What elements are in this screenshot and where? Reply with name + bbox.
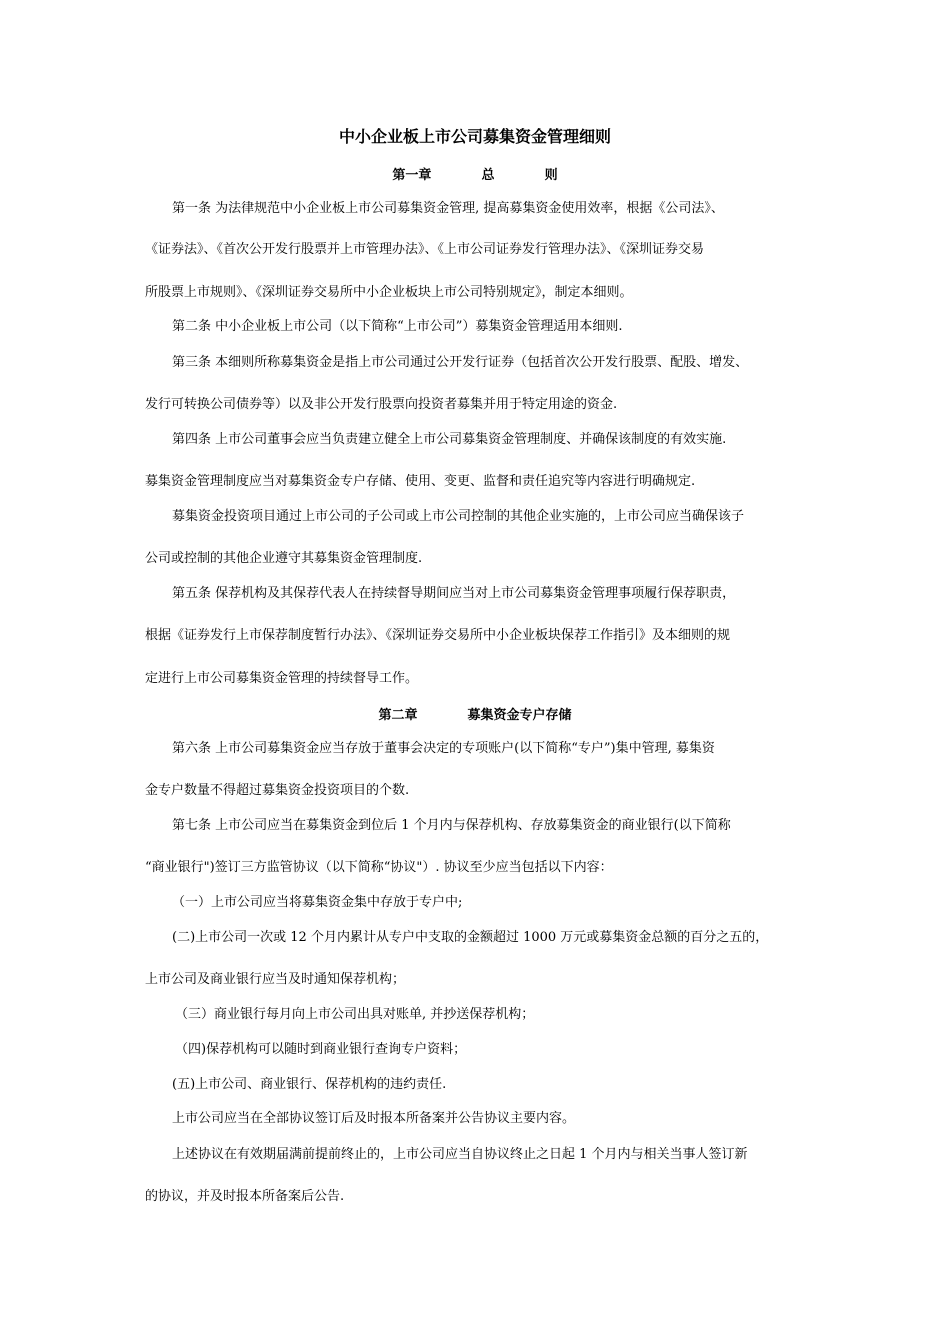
article-5-line-1: 第五条 保荐机构及其保荐代表人在持续督导期间应当对上市公司募集资金管理事项履行保荐职责， <box>172 586 736 601</box>
article-5-line-2: 根据《证券发行上市保荐制度暂行办法》、《深圳证券交易所中小企业板块保荐工作指引》及本细则的规 <box>145 628 731 643</box>
article-6-line-2: 金专户数量不得超过募集资金投资项目的个数. <box>145 783 410 798</box>
clause-3: （三）商业银行每月向上市公司出具对账单, 并抄送保荐机构； <box>175 1007 535 1022</box>
article-4-line-2: 募集资金管理制度应当对募集资金专户存储、使用、变更、监督和责任追究等内容进行明确规定. <box>145 474 696 489</box>
clause-1: （一）上市公司应当将募集资金集中存放于专户中; <box>172 895 463 910</box>
article-1-line-1: 第一条 为法律规范中小企业板上市公司募集资金管理, 提高募集资金使用效率，根据《公司法》、 <box>172 201 724 216</box>
article-1-line-3: 所股票上市规则》、《深圳证券交易所中小企业板块上市公司特别规定》，制定本细则。 <box>145 285 633 300</box>
article-4-line-4: 公司或控制的其他企业遵守其募集资金管理制度. <box>145 551 423 566</box>
article-3-line-2: 发行可转换公司债券等）以及非公开发行股票向投资者募集并用于特定用途的资金. <box>145 397 618 412</box>
article-6-line-1: 第六条 上市公司募集资金应当存放于董事会决定的专项账户(以下简称“专户”)集中管理, 募集资 <box>172 741 715 756</box>
filing-paragraph: 上市公司应当在全部协议签订后及时报本所备案并公告协议主要内容。 <box>172 1111 576 1126</box>
article-5-line-3: 定进行上市公司募集资金管理的持续督导工作。 <box>145 671 419 686</box>
article-3-line-1: 第三条 本细则所称募集资金是指上市公司通过公开发行证券（包括首次公开发行股票、配股、增发、 <box>172 355 749 370</box>
document-title: 中小企业板上市公司募集资金管理细则 <box>338 127 611 146</box>
article-4-line-1: 第四条 上市公司董事会应当负责建立健全上市公司募集资金管理制度、并确保该制度的有效实施. <box>172 432 727 447</box>
clause-5: (五)上市公司、商业银行、保荐机构的违约责任. <box>172 1077 447 1092</box>
article-2-line-1: 第二条 中小企业板上市公司（以下简称“上市公司”）募集资金管理适用本细则. <box>172 319 623 334</box>
article-7-line-2: “商业银行")签订三方监管协议（以下简称“协议"）. 协议至少应当包括以下内容： <box>145 860 613 875</box>
article-1-line-2: 《证券法》、《首次公开发行股票并上市管理办法》、《上市公司证券发行管理办法》、《深圳证券交易 <box>145 242 705 257</box>
clause-2-line-2: 上市公司及商业银行应当及时通知保荐机构； <box>145 972 406 987</box>
termination-line-2: 的协议，并及时报本所备案后公告. <box>145 1189 345 1204</box>
article-4-line-3: 募集资金投资项目通过上市公司的子公司或上市公司控制的其他企业实施的，上市公司应当确保该子 <box>172 509 745 524</box>
article-7-line-1: 第七条 上市公司应当在募集资金到位后 1 个月内与保荐机构、存放募集资金的商业银行(以下简称 <box>172 818 731 833</box>
clause-2-line-1: (二)上市公司一次或 12 个月内累计从专户中支取的金额超过 1000 万元或募集资金总额的百分之五的， <box>172 930 769 945</box>
chapter-2-heading: 第二章 募集资金专户存储 <box>378 708 572 723</box>
chapter-1-heading: 第一章 总 则 <box>392 168 558 183</box>
termination-line-1: 上述协议在有效期届满前提前终止的，上市公司应当自协议终止之日起 1 个月内与相关当事人签订新 <box>172 1147 748 1162</box>
clause-4: （四)保荐机构可以随时到商业银行查询专户资料； <box>175 1042 467 1057</box>
